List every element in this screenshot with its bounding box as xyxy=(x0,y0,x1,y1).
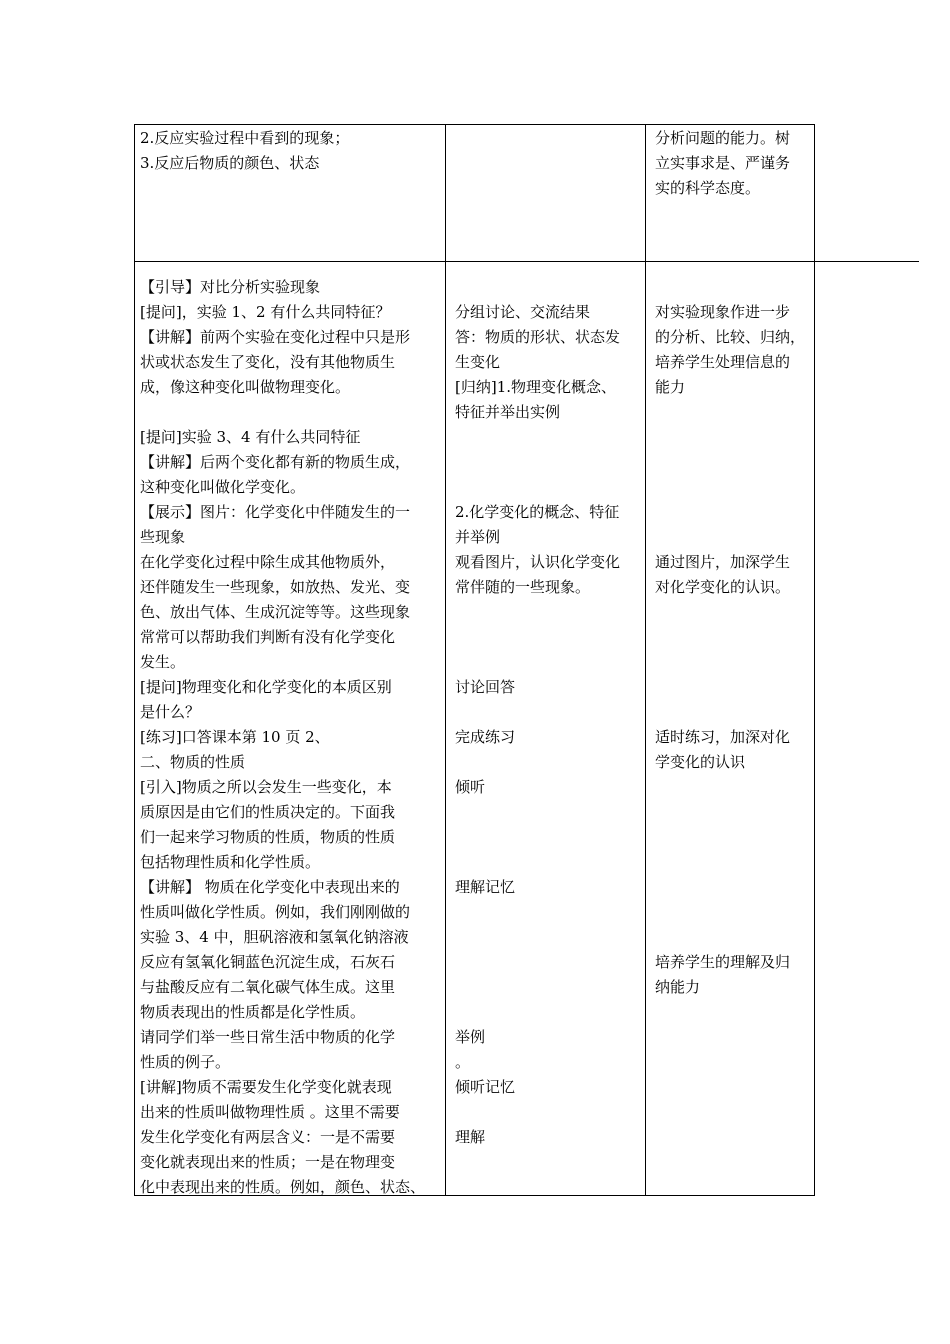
text-line: 是什么？ xyxy=(140,703,201,721)
text-line: 讨论回答 xyxy=(455,678,516,696)
text-line xyxy=(655,625,805,650)
text-line: [引入]物质之所以会发生一些变化，本 xyxy=(140,778,392,796)
text-line: 适时练习，加深对化 xyxy=(655,728,791,746)
design-intent-column xyxy=(655,275,805,1000)
text-line: 培养学生的理解及归 xyxy=(655,953,791,971)
text-line xyxy=(655,800,805,825)
top-row-design-intent xyxy=(655,126,790,201)
text-line xyxy=(455,850,620,875)
text-line xyxy=(655,525,805,550)
text-line: 。 xyxy=(455,1053,471,1071)
text-line xyxy=(655,500,805,525)
text-line xyxy=(455,975,620,1000)
text-line: 完成练习 xyxy=(455,728,516,746)
text-line xyxy=(655,650,805,675)
text-line xyxy=(655,925,805,950)
text-line: 在化学变化过程中除生成其他物质外， xyxy=(140,553,396,571)
text-line: 性质叫做化学性质。例如，我们刚刚做的 xyxy=(140,903,411,921)
text-line: 倾听 xyxy=(455,778,486,796)
text-line xyxy=(655,825,805,850)
text-line xyxy=(455,275,620,300)
text-line: 成，像这种变化叫做物理变化。 xyxy=(140,378,351,396)
text-line: 还伴随发生一些现象，如放热、发光、变 xyxy=(140,578,411,596)
text-line: 实的科学态度。 xyxy=(655,179,761,197)
text-line: 学变化的认识 xyxy=(655,753,746,771)
text-line xyxy=(455,1000,620,1025)
text-line: 2.化学变化的概念、特征 xyxy=(455,503,620,521)
text-line: 实验 3、4 中，胆矾溶液和氢氧化钠溶液 xyxy=(140,928,409,946)
text-line: 分组讨论、交流结果 xyxy=(455,303,591,321)
text-line: 倾听记忆 xyxy=(455,1078,516,1096)
text-line xyxy=(655,450,805,475)
column-divider-2 xyxy=(645,124,646,1196)
text-line: 的分析、比较、归纳， xyxy=(655,328,806,346)
text-line xyxy=(455,950,620,975)
text-line: 【引导】对比分析实验现象 xyxy=(140,278,321,296)
text-line: 【展示】图片：化学变化中伴随发生的一 xyxy=(140,503,411,521)
text-line: 们一起来学习物质的性质，物质的性质 xyxy=(140,828,396,846)
text-line xyxy=(655,700,805,725)
text-line: 培养学生处理信息的 xyxy=(655,353,791,371)
text-line xyxy=(455,1100,620,1125)
text-line xyxy=(655,850,805,875)
text-line: 能力 xyxy=(655,378,686,396)
text-line: 理解记忆 xyxy=(455,878,516,896)
text-line: 【讲解】前两个实验在变化过程中只是形 xyxy=(140,328,411,346)
text-line: 通过图片，加深学生 xyxy=(655,553,791,571)
text-line: [提问]，实验 1、2 有什么共同特征？ xyxy=(140,303,391,321)
text-line: 请同学们举一些日常生活中物质的化学 xyxy=(140,1028,396,1046)
text-line: [练习]口答课本第 10 页 2、 xyxy=(140,728,330,746)
text-line: 些现象 xyxy=(140,528,186,546)
text-line: 包括物理性质和化学性质。 xyxy=(140,853,321,871)
top-row-teacher-activity xyxy=(140,126,349,176)
text-line: 出来的性质叫做物理性质 。这里不需要 xyxy=(140,1103,400,1121)
text-line: 常常可以帮助我们判断有没有化学变化 xyxy=(140,628,396,646)
row-divider xyxy=(134,261,919,262)
text-line: 分析问题的能力。树 xyxy=(655,129,791,147)
column-divider-1 xyxy=(445,124,446,1196)
text-line: 观看图片，认识化学变化 xyxy=(455,553,621,571)
text-line: 发生化学变化有两层含义：一是不需要 xyxy=(140,1128,396,1146)
student-activity-column xyxy=(455,275,620,1150)
text-line: 化中表现出来的性质。例如，颜色、状态、 xyxy=(140,1178,426,1196)
text-line: 二、物质的性质 xyxy=(140,753,246,771)
text-line: 对化学变化的认识。 xyxy=(655,578,791,596)
text-line: 理解 xyxy=(455,1128,486,1146)
text-line xyxy=(655,600,805,625)
text-line: 物质表现出的性质都是化学性质。 xyxy=(140,1003,366,1021)
table-left-border xyxy=(134,124,135,1196)
text-line xyxy=(455,750,620,775)
text-line xyxy=(455,800,620,825)
text-line: 答：物质的形状、状态发 xyxy=(455,328,621,346)
text-line: 2.反应实验过程中看到的现象； xyxy=(140,129,350,147)
text-line xyxy=(655,400,805,425)
text-line: 与盐酸反应有二氧化碳气体生成。这里 xyxy=(140,978,396,996)
text-line xyxy=(455,650,620,675)
text-line: [讲解]物质不需要发生化学变化就表现 xyxy=(140,1078,392,1096)
text-line: [归纳]1.物理变化概念、 xyxy=(455,378,617,396)
text-line xyxy=(455,425,620,450)
text-line: 色、放出气体、生成沉淀等等。这些现象 xyxy=(140,603,411,621)
text-line xyxy=(655,475,805,500)
text-line: 对实验现象作进一步 xyxy=(655,303,791,321)
text-line xyxy=(455,925,620,950)
text-line: 反应有氢氧化铜蓝色沉淀生成，石灰石 xyxy=(140,953,396,971)
text-line xyxy=(655,275,805,300)
text-line: 质原因是由它们的性质决定的。下面我 xyxy=(140,803,396,821)
text-line xyxy=(655,900,805,925)
text-line: 3.反应后物质的颜色、状态 xyxy=(140,154,320,172)
text-line xyxy=(655,775,805,800)
table-top-border xyxy=(134,124,815,125)
text-line: 并举例 xyxy=(455,528,501,546)
text-line xyxy=(455,450,620,475)
text-line: 特征并举出实例 xyxy=(455,403,561,421)
text-line: [提问]实验 3、4 有什么共同特征 xyxy=(140,428,361,446)
text-line: 状或状态发生了变化，没有其他物质生 xyxy=(140,353,396,371)
teacher-activity-column xyxy=(140,275,425,1200)
table-right-border xyxy=(814,124,815,1196)
text-line xyxy=(140,400,425,425)
text-line: 这种变化叫做化学变化。 xyxy=(140,478,306,496)
text-line xyxy=(455,625,620,650)
text-line xyxy=(455,700,620,725)
text-line xyxy=(455,600,620,625)
text-line: 发生。 xyxy=(140,653,186,671)
text-line: 生变化 xyxy=(455,353,501,371)
text-line: 常伴随的一些现象。 xyxy=(455,578,591,596)
text-line xyxy=(655,425,805,450)
text-line: 立实事求是、严谨务 xyxy=(655,154,791,172)
text-line: 【讲解】 物质在化学变化中表现出来的 xyxy=(140,878,400,896)
text-line xyxy=(455,900,620,925)
text-line xyxy=(455,825,620,850)
text-line xyxy=(655,875,805,900)
text-line: 变化就表现出来的性质；一是在物理变 xyxy=(140,1153,396,1171)
text-line: [提问]物理变化和化学变化的本质区别 xyxy=(140,678,392,696)
text-line xyxy=(455,475,620,500)
text-line: 纳能力 xyxy=(655,978,701,996)
text-line: 【讲解】后两个变化都有新的物质生成， xyxy=(140,453,411,471)
text-line: 性质的例子。 xyxy=(140,1053,231,1071)
text-line: 举例 xyxy=(455,1028,486,1046)
text-line xyxy=(655,675,805,700)
